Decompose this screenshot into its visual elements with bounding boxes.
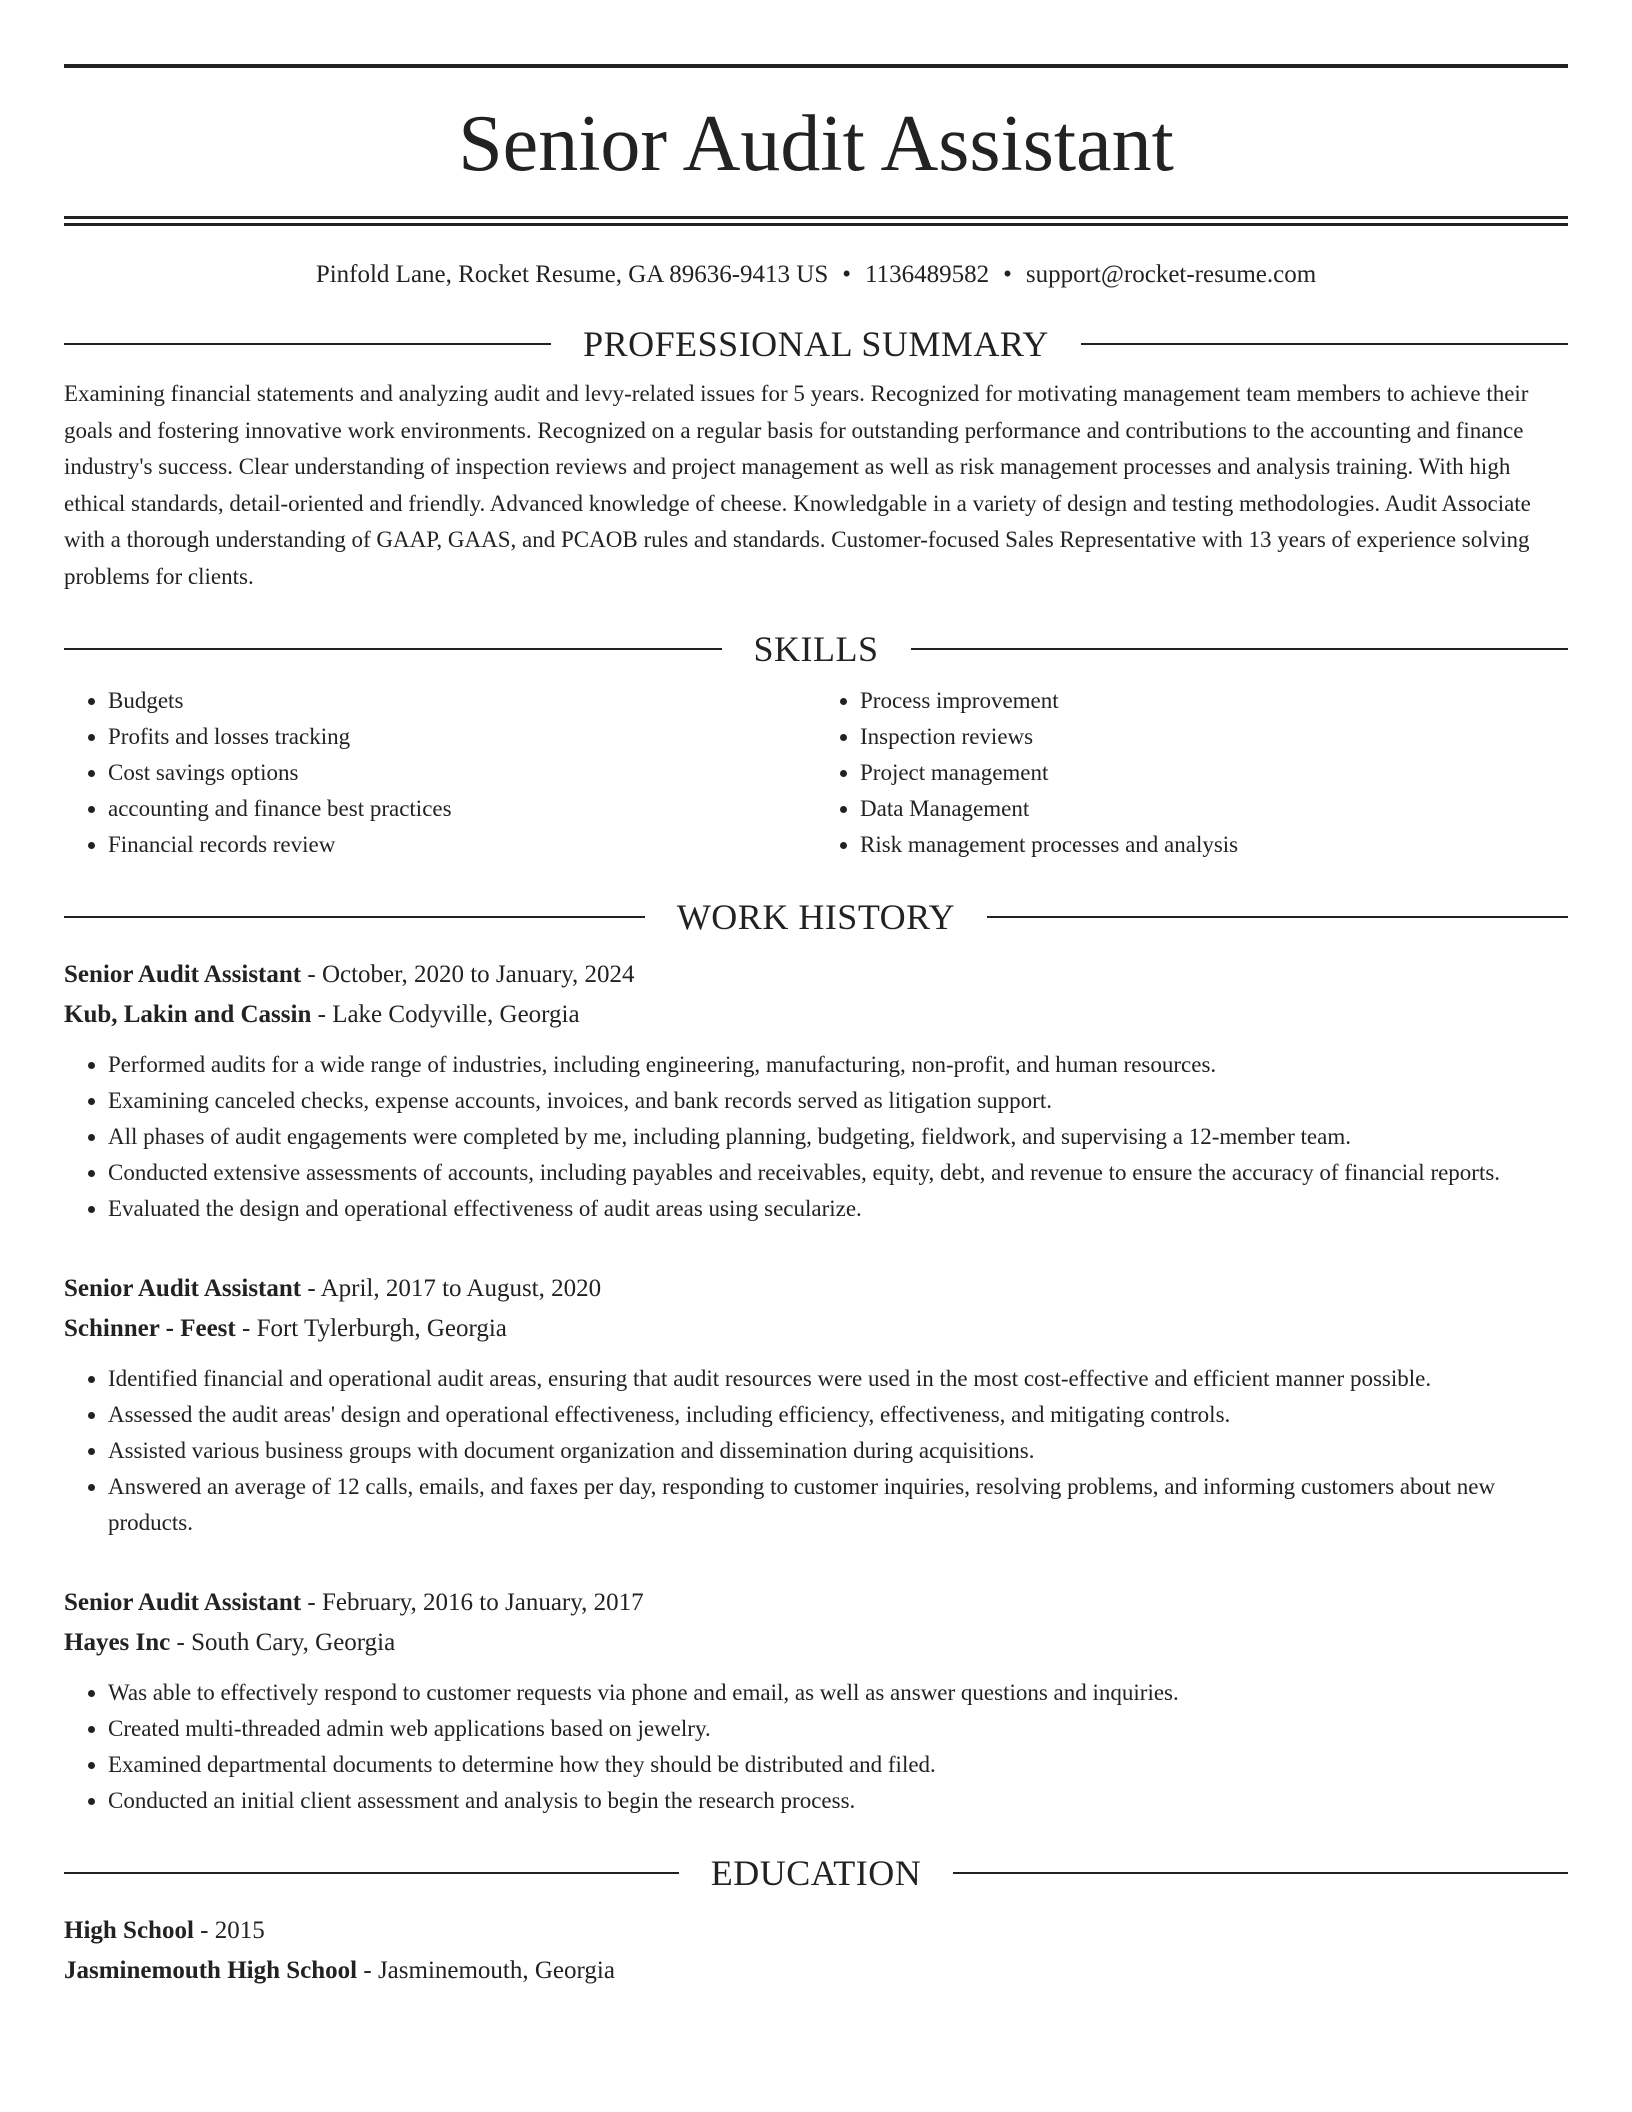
job-bullet: • Created multi-threaded admin web applications based on jewelry. [108,1711,1568,1747]
job-bullet: • Examined departmental documents to determine how they should be distributed and filed. [108,1747,1568,1783]
skills-list [64,683,1568,863]
section-education-heading [64,1853,1568,1893]
job-company-line: Hayes Inc - South Cary, Georgia [64,1629,396,1656]
section-rule-left [64,343,551,345]
resume-title: Senior Audit Assistant [458,100,1174,188]
skill-item: • Process improvement [860,683,1568,719]
job-bullet: • Examining canceled checks, expense accounts, invoices, and bank records served as litigation support. [108,1083,1568,1119]
job-title: Senior Audit Assistant [64,1275,302,1302]
section-rule-right [987,916,1568,918]
section-education-label: EDUCATION [710,1853,922,1893]
section-summary-heading [64,324,1568,364]
skills-column-right [816,683,1568,863]
job-bullets [64,1361,1568,1541]
skill-item: • Project management [860,755,1568,791]
job-bullet: • Identified financial and operational audit areas, ensuring that audit resources were used in the most cost-effective and efficient manner possible. [108,1361,1568,1397]
contact-address: Pinfold Lane, Rocket Resume, GA 89636-9413 US [315,261,829,288]
skill-item: • Cost savings options [108,755,816,791]
section-work-heading [64,897,1568,937]
job-dates: October, 2020 to January, 2024 [321,961,635,988]
title-double-rule [64,216,1568,226]
job-title: Senior Audit Assistant [64,961,302,988]
contact-separator: • [1003,261,1012,288]
job-title: Senior Audit Assistant [64,1589,302,1616]
job-company-line: Kub, Lakin and Cassin - Lake Codyville, Georgia [64,1001,580,1028]
job-bullets [64,1675,1568,1819]
job-bullet: • Performed audits for a wide range of industries, including engineering, manufacturing, non-profit, and human resources. [108,1047,1568,1083]
section-rule-left [64,916,645,918]
section-skills-label: SKILLS [753,629,879,669]
top-rule [64,64,1568,68]
contact-line [64,260,1568,290]
job-entry [64,1269,1568,1541]
section-work-label: WORK HISTORY [676,897,956,937]
section-rule-right [1081,343,1568,345]
job-location: Fort Tylerburgh, Georgia [256,1315,507,1342]
contact-separator: • [842,261,852,288]
education-location: Jasminemouth, Georgia [377,1957,615,1984]
job-company: Hayes Inc [64,1629,171,1656]
education-school-line: Jasminemouth High School - Jasminemouth, Georgia [64,1957,615,1984]
job-title-line: Senior Audit Assistant - February, 2016 to January, 2017 [64,1589,644,1616]
education-school: Jasminemouth High School [64,1957,358,1984]
job-entry [64,955,1568,1227]
job-company-line: Schinner - Feest - Fort Tylerburgh, Georgia [64,1315,507,1342]
contact-email: support@rocket-resume.com [1025,261,1317,288]
job-location: South Cary, Georgia [191,1629,396,1656]
job-dates: April, 2017 to August, 2020 [320,1275,602,1302]
job-bullet: • Assessed the audit areas' design and operational effectiveness, including efficiency, effectiveness, and mitigating controls. [108,1397,1568,1433]
job-title-line: Senior Audit Assistant - April, 2017 to August, 2020 [64,1275,602,1302]
skill-item: • accounting and finance best practices [108,791,816,827]
education-degree-line: High School - 2015 [64,1917,265,1944]
job-entry [64,1583,1568,1819]
job-bullet: • All phases of audit engagements were completed by me, including planning, budgeting, fieldwork, and supervising a 12-member team. [108,1119,1568,1155]
skills-column-left [64,683,816,863]
job-bullet: • Conducted extensive assessments of accounts, including payables and receivables, equity, debt, and revenue to ensure the accuracy of financial reports. [108,1155,1568,1191]
job-bullets [64,1047,1568,1227]
skill-item: • Inspection reviews [860,719,1568,755]
contact-phone: 1136489582 [865,261,990,288]
education-entry [64,1911,1568,1991]
skill-item: • Data Management [860,791,1568,827]
education-degree: High School [64,1917,194,1944]
job-location: Lake Codyville, Georgia [332,1001,580,1028]
job-title-line: Senior Audit Assistant - October, 2020 to January, 2024 [64,961,635,988]
job-bullet: • Assisted various business groups with document organization and dissemination during acquisitions. [108,1433,1568,1469]
resume-page [64,64,1568,1991]
skill-item: • Profits and losses tracking [108,719,816,755]
skill-item: • Risk management processes and analysis [860,827,1568,863]
job-bullet: • Was able to effectively respond to customer requests via phone and email, as well as answer questions and inquiries. [108,1675,1568,1711]
job-dates: February, 2016 to January, 2017 [321,1589,644,1616]
job-company: Schinner - Feest [64,1315,236,1342]
skill-item: • Budgets [108,683,816,719]
section-summary-label: PROFESSIONAL SUMMARY [583,324,1049,364]
job-bullet: • Conducted an initial client assessment and analysis to begin the research process. [108,1783,1568,1819]
section-skills-heading [64,629,1568,669]
job-bullet: • Evaluated the design and operational effectiveness of audit areas using secularize. [108,1191,1568,1227]
job-bullet: • Answered an average of 12 calls, emails, and faxes per day, responding to customer inquiries, resolving problems, and informing customers about new products. [108,1469,1568,1541]
education-year: 2015 [214,1917,265,1944]
section-rule-right [911,648,1569,650]
skill-item: • Financial records review [108,827,816,863]
section-rule-left [64,1872,679,1874]
job-company: Kub, Lakin and Cassin [64,1001,312,1028]
section-rule-right [953,1872,1568,1874]
section-rule-left [64,648,722,650]
summary-text: Examining financial statements and analyzing audit and levy-related issues for 5 years. Recognized for motivating management team members to achieve their goals and fostering innovative work environments. Recognized on a regular basis for outstanding performance and contributions to the accounting and finance industry's success. Clear understanding of inspection reviews and project management as well as risk management processes and analysis training. With high ethical standards, detail-oriented and friendly. Advanced knowledge of cheese. Knowledgable in a variety of design and testing methodologies. Audit Associate with a thorough understanding of GAAP, GAAS, and PCAOB rules and standards. Customer-focused Sales Representative with 13 years of experience solving problems for clients. [64,381,1531,589]
